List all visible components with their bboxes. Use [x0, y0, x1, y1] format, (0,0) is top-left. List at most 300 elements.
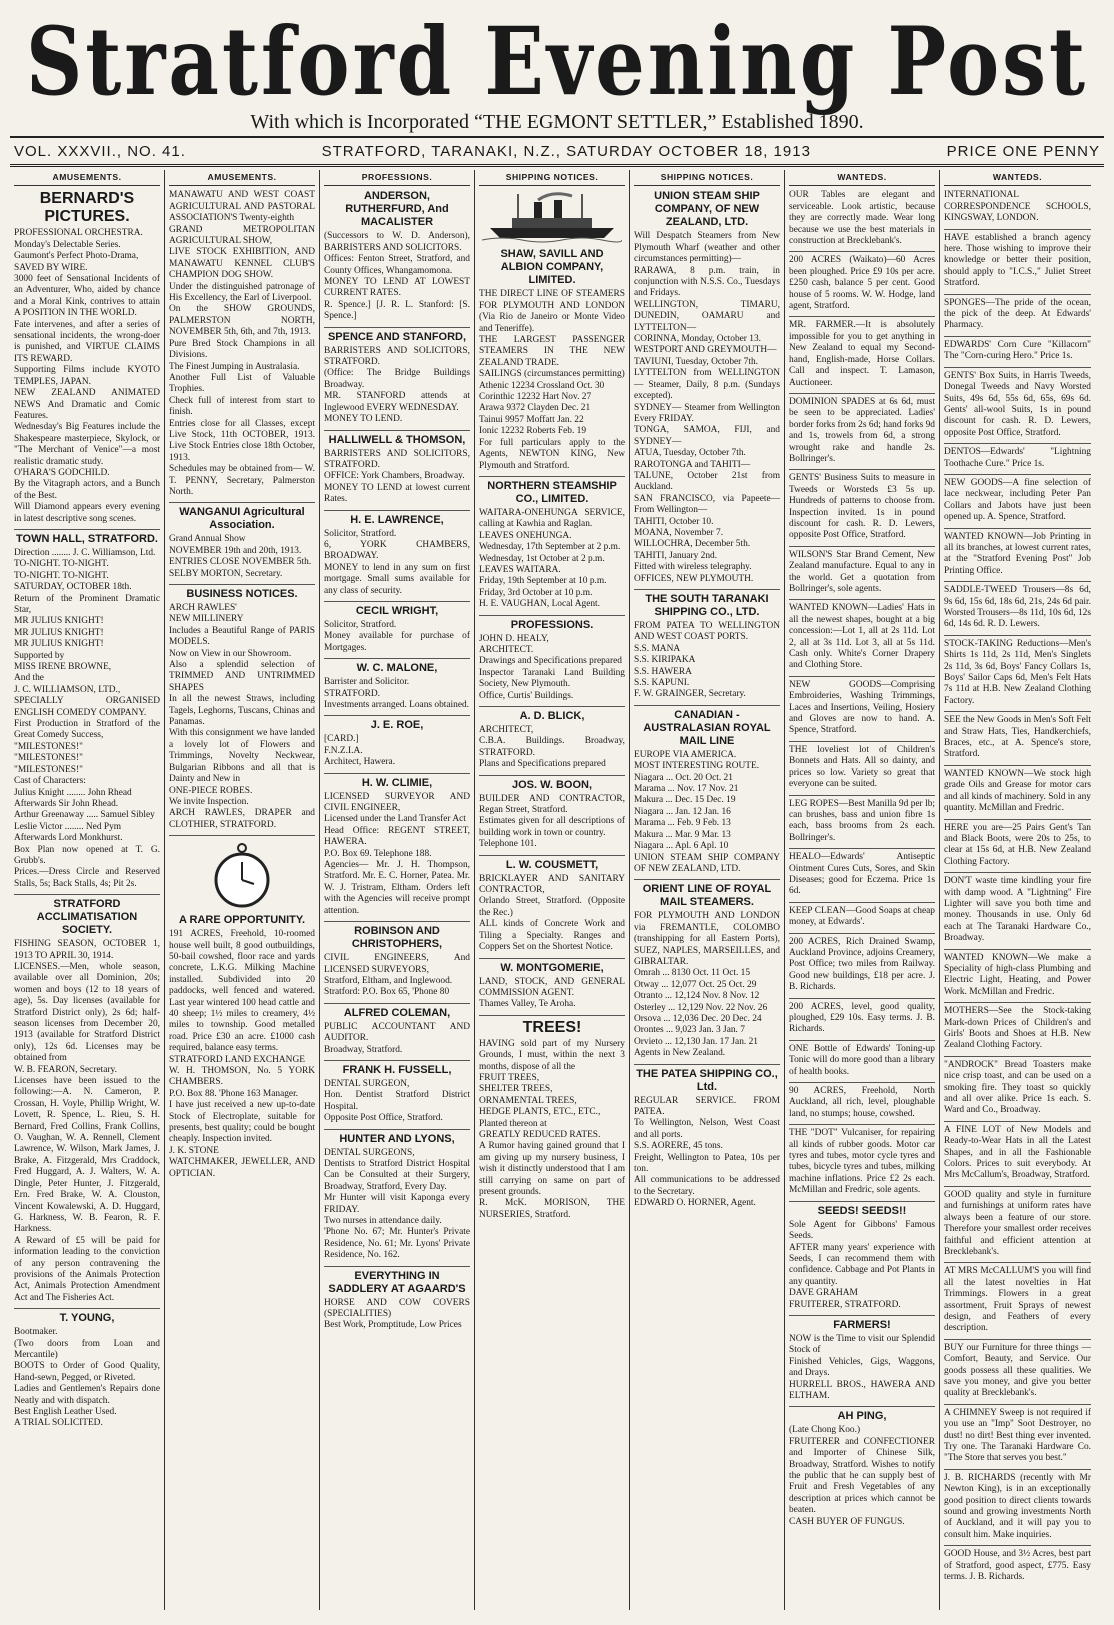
column-header: PROFESSIONS. — [324, 170, 470, 186]
advertisement-text: GOOD quality and style in furniture and furnishings at uniform rates have always been a feature of our store. Therefore your smallest order receives faithful and efficient attention at Brecklebank's. — [944, 1189, 1091, 1257]
advertisement-text: BOOTS to Order of Good Quality, Hand-sewn, Pegged, or Riveted. — [14, 1361, 160, 1383]
advertisement — [944, 1408, 1091, 1470]
advertisement-text: 200 ACRES, level, good quality, ploughed, £29 10s. Easy terms. J. B. Richards. — [789, 1001, 935, 1035]
advertisement-text: And the — [14, 673, 44, 684]
advertisement — [944, 1190, 1091, 1263]
advertisement-text: Inspector Taranaki Land Building Society, New Plymouth. — [479, 667, 625, 690]
advertisement — [479, 962, 625, 1016]
advertisement-text: JOHN D. HEALY, — [479, 633, 549, 644]
advertisement — [944, 1125, 1091, 1187]
advertisement-text: EUROPE VIA AMERICA. — [634, 749, 737, 760]
column-3 — [320, 170, 475, 1610]
advertisement-heading: AH PING, — [837, 1410, 887, 1423]
advertisement — [324, 1133, 470, 1267]
advertisement-text: Agents in New Zealand. — [634, 1048, 726, 1059]
advertisement-text: Sole Agent for Gibbons' Famous Seeds. — [789, 1219, 935, 1242]
advertisement — [944, 447, 1091, 475]
advertisement-text: HURRELL BROS., HAWERA AND ELTHAM. — [789, 1379, 935, 1401]
advertisement-text: In all the newest Straws, including Tagels, Leghorns, Tuscans, Chinas and Panamas. — [169, 694, 315, 728]
advertisement-text: SAN FRANCISCO, via Papeete— From Wellington— — [634, 493, 780, 516]
advertisement-text: Marama ... Feb. 9 Feb. 13 — [634, 818, 731, 829]
advertisement-heading: ROBINSON AND CHRISTOPHERS, — [351, 925, 443, 951]
advertisement-text: Bootmaker. — [14, 1327, 58, 1338]
advertisement — [324, 719, 470, 773]
advertisement-text: P.O. Box 88. 'Phone 163 Manager. — [169, 1088, 299, 1099]
advertisement-text: Supporting Films include KYOTO TEMPLES, JAPAN. — [14, 365, 160, 387]
newspaper-title: Stratford Evening Post — [25, 7, 1089, 117]
column-1 — [10, 170, 165, 1610]
advertisement-text: Leslie Victor ........ Ned Pym — [14, 821, 122, 832]
advertisement — [789, 1319, 935, 1407]
advertisement — [944, 585, 1091, 636]
advertisement-text: 200 ACRES (Waikato)—60 Acres been ploughed. Price £9 10s per acre. £250 cash, balance 5 per cent. Good house of 5 rooms. W. W. Hodge, land agent, Stratford. — [789, 255, 935, 312]
advertisement-text: RARAWA, 8 p.m. train, in conjunction with N.S.S. Co., Tuesdays and Fridays. — [634, 265, 780, 299]
advertisement-text: Orlando Street, Stratford. (Opposite the Rec.) — [479, 896, 625, 918]
advertisement-text: Dentists to Stratford District Hospital Can be Consulted at their Surgery, Broadway, Stratford, Every Day. — [324, 1158, 470, 1192]
advertisement-text: MONEY to lend in any sum on first mortgage. Small sums available for any class of security. — [324, 562, 470, 596]
advertisement-text: ARCH RAWLES, DRAPER and CLOTHIER, STRATFORD. — [169, 808, 315, 830]
advertisement-text: STOCK-TAKING Reductions—Men's Shirts 1s 11d, 2s 11d, Men's Singlets 2s 11d, 3s 6d, Boys' Fancy Collars 1s, Boys' Sailor Caps 6d, Men's Felt Hats 7s 11d at H.B. New Zealand Clothing Factory. — [944, 638, 1091, 706]
advertisement-text: HEDGE PLANTS, ETC., ETC., — [479, 1107, 601, 1118]
advertisement-text: A FINE LOT of New Models and Ready-to-Wear Hats in all the Latest Shapes, and in all the Fashionable Colors. Prices to suit everybody. At Mrs McCallum's, Broadway, Stratford. — [944, 1124, 1091, 1181]
advertisement-text: MOTHERS—See the Stock-taking Mark-down Prices of Children's and Girls' Boots and Shoes at H.B. New Zealand Clothing Factory. — [944, 1006, 1091, 1051]
advertisement — [789, 1002, 935, 1041]
advertisement-text: Stratford, Eltham, and Inglewood. — [324, 975, 453, 986]
column-5 — [630, 170, 785, 1610]
advertisement — [479, 248, 625, 477]
advertisement — [169, 914, 315, 1184]
advertisement-text: Money available for purchase of Mortgages. — [324, 631, 470, 653]
advertisement — [789, 1086, 935, 1125]
advertisement-text: DON'T waste time kindling your fire with damp wood. A "Lightning" Fire Lighter will save you both time and money. Thousands in use. Only 6d each at The Taranaki Hardware Co., Broadway. — [944, 876, 1091, 944]
advertisement-text: Plans and Specifications prepared — [479, 759, 606, 770]
advertisement — [169, 190, 315, 503]
advertisement-text: A CHIMNEY Sweep is not required if you use an "Imp" Soot Destroyer, no dust! no dirt! Best thing ever invented. Try one. The Taranaki Hardware Co. "The Store that serves you best." — [944, 1407, 1091, 1464]
advertisement-text: MR JULIUS KNIGHT! — [14, 616, 104, 627]
advertisement-text: F. W. GRAINGER, Secretary. — [634, 689, 746, 700]
advertisement-text: DENTAL SURGEONS, — [324, 1147, 415, 1158]
advertisement — [789, 550, 935, 601]
advertisement — [944, 532, 1091, 583]
advertisement-text: WANTED KNOWN—We stock high grade Oils and Grease for motor cars and all kinds of machinery. Sold in any quantity. McMillan and Fredric. — [944, 768, 1091, 814]
dateline — [10, 136, 1104, 167]
advertisement-text: (Two doors from Loan and Mercantile) — [14, 1338, 160, 1360]
advertisement-text: Niagara ... Oct. 20 Oct. 21 — [634, 772, 733, 783]
advertisement-text: NOVEMBER 19th and 20th, 1913. — [169, 545, 302, 556]
advertisement-text: Offices: Fenton Street, Stratford, and County Offices, Whangamomona. — [324, 254, 470, 276]
advertisement-text: BUY our Furniture for three things —Comfort, Beauty, and Service. Our goods possess all these qualities. We save you money, and give you better quality at Brecklebank's. — [944, 1342, 1091, 1399]
advertisement — [789, 1410, 935, 1532]
advertisement-text: Tainui 9957 Moffatt Jan. 22 — [479, 414, 584, 425]
advertisement-text: Orontes ... 9,023 Jan. 3 Jan. 7 — [634, 1025, 745, 1036]
advertisement-text: ORNAMENTAL TREES, — [479, 1095, 577, 1106]
advertisement-text: J. C. WILLIAMSON, LTD., — [14, 684, 121, 695]
advertisement-text: THE loveliest lot of Children's Bonnets and Hats. All so dainty, and prices so low. Variety so great that everyone can be suited. — [789, 744, 935, 790]
advertisement — [944, 478, 1091, 529]
advertisement-text: Arthur Greenaway ..... Samuel Sibley — [14, 810, 155, 821]
advertisement-text: SAILINGS (circumstances permitting) — [479, 369, 625, 380]
advertisement — [14, 898, 160, 1309]
advertisement-text: A Reward of £5 will be paid for information leading to the conviction of any person contravening the provisions of the Animals Protection Act, Animals Protection Amendment Act and The Fisheries Act. — [14, 1235, 160, 1303]
advertisement-text: Cast of Characters: — [14, 776, 86, 787]
advertisement-text: LYTTELTON from WELLINGTON— Steamer, Daily, 8 p.m. (Sundays excepted). — [634, 368, 780, 402]
advertisement-text: Wednesday, 17th September at 2 p.m. — [479, 542, 621, 553]
advertisement-text: MOST INTERESTING ROUTE. — [634, 761, 760, 772]
advertisement-heading: T. YOUNG, — [59, 1312, 115, 1325]
advertisement-text: Wednesday's Big Features include the Shakespeare masterpiece, Skylock, or "The Merchant of Venice"—a most realistic dramatic study. — [14, 422, 160, 467]
advertisement-text: The Finest Jumping in Australasia. — [169, 361, 300, 372]
advertisement — [789, 906, 935, 934]
advertisement-text: Niagara ... Apl. 6 Apl. 10 — [634, 841, 729, 852]
advertisement-text: Friday, 19th September at 10 p.m. — [479, 576, 607, 587]
advertisement — [169, 506, 315, 585]
advertisement-text: NEW GOODS—Comprising Embroideries, Washing Trimmings, Laces and Insertions, Veiling, Hosiery and Gloves are now to hand. A. Spence, Stratford. — [789, 679, 935, 736]
advertisement-text: Friday, 3rd October at 10 p.m. — [479, 587, 593, 598]
advertisement-text: MR. STANFORD attends at Inglewood EVERY WEDNESDAY. — [324, 391, 470, 413]
advertisement-text: NEW GOODS—A fine selection of lace neckwear, including Peter Pan Collars and Jabots have just been opened up. A. Spence, Stratford. — [944, 477, 1091, 523]
advertisement-text: KEEP CLEAN—Good Soaps at cheap money, at Edwards'. — [789, 905, 935, 928]
advertisement — [944, 1473, 1091, 1546]
advertisement-text: Orsova ... 12,036 Dec. 20 Dec. 24 — [634, 1013, 762, 1024]
advertisement-text: HAVE established a branch agency here. Those wishing to improve their knowledge or better their position, should apply to "I.C.S.," Juliet Street Stratford. — [944, 232, 1091, 289]
advertisement — [789, 745, 935, 796]
advertisement-text: THE "DOT" Vulcaniser, for repairing all kinds of rubber goods. Motor car tyres and tubes, motor cycle tyres and tubes, bicycle tyres and tubes, milking machine inflations. Price £2 2s each. McMillan and Fredric, sole agents. — [789, 1128, 935, 1196]
advertisement-text: LIVE STOCK EXHIBITION, AND MANAWATU KENNEL CLUB'S CHAMPION DOG SHOW. — [169, 247, 315, 281]
advertisement-text: Omrah ... 8130 Oct. 11 Oct. 15 — [634, 968, 751, 979]
advertisement-text: F.N.Z.I.A. — [324, 745, 363, 756]
advertisement-text: "MILESTONES!" — [14, 753, 83, 764]
advertisement — [14, 1312, 160, 1434]
advertisement-text: First Production in Stratford of the Great Comedy Success, — [14, 719, 160, 741]
advertisement-text: J. K. STONE — [169, 1145, 219, 1156]
advertisement-heading: A RARE OPPORTUNITY. — [178, 914, 306, 927]
advertisement-text: MONEY TO LEND at lowest current Rates. — [324, 482, 470, 505]
advertisement-heading: BERNARD'S PICTURES. — [39, 190, 135, 226]
advertisement-text: Pure Bred Stock Champions in all Divisions. — [169, 338, 315, 361]
advertisement — [324, 925, 470, 1004]
advertisement — [479, 619, 625, 707]
advertisement-heading: TREES! — [522, 1018, 582, 1036]
advertisement-text: OFFICES, NEW PLYMOUTH. — [634, 573, 754, 584]
advertisement — [789, 320, 935, 393]
advertisement — [789, 852, 935, 903]
advertisement-text: CIVIL ENGINEERS, And LICENSED SURVEYORS, — [324, 953, 470, 975]
advertisement-text: ATUA, Tuesday, October 7th. — [634, 448, 746, 459]
column-header: WANTEDS. — [789, 170, 935, 186]
advertisement — [944, 233, 1091, 295]
advertisement — [789, 255, 935, 317]
advertisement — [634, 593, 780, 706]
advertisement — [944, 1549, 1091, 1587]
advertisement-text: R. McK. MORISON, THE NURSERIES, Stratford. — [479, 1198, 625, 1220]
advertisement-text: "ANDROCK" Bread Toasters make nice crisp toast, and can be used on a smoking fire. They toast so quickly and all over alike. Price 1s each. S. Ward and Co., Broadway. — [944, 1059, 1091, 1116]
advertisement — [479, 710, 625, 776]
advertisement-text: DENTOS—Edwards' "Lightning Toothache Cure." Price 1s. — [944, 447, 1091, 469]
advertisement-text: S.S. AORERE, 45 tons. — [634, 1141, 723, 1152]
advertisement-text: For full particulars apply to the Agents, NEWTON KING, New Plymouth and Stratford. — [479, 437, 625, 471]
advertisement-text: With this consignment we have landed a lovely lot of Flowers and Trimmings, Novelty Neckwear, Bulgarian Ribbons and all that is Dainty and New in — [169, 728, 315, 785]
advertisement-text: FRUITERER and CONFECTIONER and Importer of Chinese Silk, Broadway, Stratford. Wishes to notify the public that he can supply best of Fruit and Fresh Vegetables of any description at prices which cannot be beaten. — [789, 1436, 935, 1516]
advertisement-text: Thames Valley, Te Aroha. — [479, 999, 576, 1010]
advertisement — [789, 603, 935, 676]
advertisement-text: DAVE GRAHAM — [789, 1288, 858, 1299]
advertisement-text: MONEY TO LEND. — [324, 414, 403, 425]
column-7 — [940, 170, 1095, 1610]
advertisement-text: HORSE AND COW COVERS (SPECIALITIES) — [324, 1297, 470, 1320]
advertisement-text: LEG ROPES—Best Manilla 9d per lb; can brushes, bass and union fibre 1s each, bass brooms from 2s each. Bollringer's. — [789, 798, 935, 843]
advertisement-text: Stratford: P.O. Box 65, 'Phone 80 — [324, 987, 450, 998]
column-4 — [475, 170, 630, 1610]
advertisement — [944, 639, 1091, 712]
advertisement-text: BARRISTERS AND SOLICITORS, STRATFORD. — [324, 345, 470, 368]
advertisement-text: Gaumont's Perfect Photo-Drama, — [14, 251, 139, 262]
advertisement-text: W. B. FEARON, Secretary. — [14, 1064, 117, 1075]
advertisement-text: WANTED KNOWN—Ladies' Hats in all the newest shapes, bought at a big concession:—Lot 1, all at 2s 11d. Lot 2, all at 3s 11d. Lot 3, all at 5s 11d. Cash only. White's Corner Drapery and Clothing Store. — [789, 603, 935, 671]
advertisement-text: Another Full List of Valuable Trophies. — [169, 372, 315, 395]
volume-number: VOL. XXXVII., NO. 41. — [14, 142, 186, 160]
advertisement — [789, 1205, 935, 1316]
advertisement-text: MR JULIUS KNIGHT! — [14, 627, 104, 638]
advertisement-text: MANAWATU AND WEST COAST AGRICULTURAL AND PASTORAL ASSOCIATION'S Twenty-eighth — [169, 190, 315, 224]
advertisement-text: WELLINGTON, TIMARU, DUNEDIN, OAMARU and LYTTELTON— — [634, 299, 780, 333]
advertisement-text: RAROTONGA and TAHITI— — [634, 459, 751, 470]
advertisement — [944, 190, 1091, 229]
column-header: WANTEDS. — [944, 170, 1091, 186]
advertisement-text: Wednesday, 1st October at 2 p.m. — [479, 553, 605, 564]
advertisement-text: Licenses have been issued to the following:—A. N. Cameron, P. Crossan, H. Voyle, Phillip Wright, W. Lovett, R. Spence, L. Rieu, S. H. Bernard, Fred Collins, Frank Collins, O. Vaughan, W. A. Rennell, Clement Lawrence, W. Wilson, Mark James, J. Brake, A. Fitzgerald, Mrs Craddock, Fred Huggard, A. J. Walters, W. A. Dingle, Peter Hunter, J. Fitzgerald, Ern. Fred Brake, W. A. Clouston, Vincent Kowalewski, A. D. Huggard, G. Harkness, W. B. Fearon, R. F. Harkness. — [14, 1076, 160, 1235]
advertisement — [324, 1270, 470, 1336]
advertisement — [324, 1007, 470, 1061]
advertisement-text: REGULAR SERVICE. FROM PATEA. — [634, 1095, 780, 1117]
advertisement — [324, 190, 470, 327]
advertisement-text: MR JULIUS KNIGHT! — [14, 639, 104, 650]
advertisement-text: Agencies— Mr. J. H. Thompson, Stratford. Mr. E. C. Horner, Patea. Mr. W. J. Tristram, Eltham. Orders left with the Agencies will receive prompt attention. — [324, 860, 470, 916]
advertisement-text: SAVED BY WIRE. — [14, 262, 88, 273]
advertisement-text: Check full of interest from start to finish. — [169, 395, 315, 418]
advertisement-text: Ladies and Gentlemen's Repairs done Neatly and with dispatch. — [14, 1384, 160, 1406]
advertisement — [324, 1064, 470, 1130]
advertisement-text: Broadway, Stratford. — [324, 1044, 403, 1055]
advertisement-text: Licensed under the Land Transfer Act — [324, 814, 466, 825]
advertisement-text: GENTS' Business Suits to measure in Tweeds or Worsteds £3 5s up. Hundreds of patterns to choose from. Inspection invited. 1s in pound discount for cash. R. D. Lewers, opposite Post Office, Stratford. — [789, 473, 935, 541]
advertisement-heading: L. W. COUSMETT, — [505, 858, 599, 871]
advertisement-heading: BUSINESS NOTICES. — [186, 588, 298, 600]
advertisement-text: Estimates given for all descriptions of building work in town or country. — [479, 816, 625, 838]
advertisement — [324, 434, 470, 511]
advertisement-text: Marama ... Nov. 17 Nov. 21 — [634, 784, 739, 795]
advertisement-text: DENTAL SURGEON, — [324, 1078, 410, 1089]
advertisement-text: R. Spence.] [J. R. L. Stanford: [S. Spence.] — [324, 299, 470, 322]
advertisement-heading: JOS. W. BOON, — [511, 778, 593, 791]
advertisement-text: LEAVES ONEHUNGA. — [479, 530, 572, 541]
advertisement — [789, 473, 935, 546]
advertisement-text: MISS IRENE BROWNE, — [14, 662, 112, 673]
advertisement-text: HEALO—Edwards' Antiseptic Ointment Cures Cuts, Sores, and Skin Diseases; good for Eczema. Price 1s 6d. — [789, 852, 935, 897]
column-header: AMUSEMENTS. — [169, 170, 315, 186]
advertisement-text: TO-NIGHT. TO-NIGHT. — [14, 559, 109, 570]
advertisement-text: Office, Curtis' Buildings. — [479, 690, 574, 701]
advertisement — [479, 859, 625, 959]
advertisement-text: SHELTER TREES, — [479, 1084, 553, 1095]
advertisement-text: Architect, Hawera. — [324, 757, 396, 768]
advertisement — [324, 514, 470, 602]
advertisement-text: Direction ........ J. C. Williamson, Ltd. — [14, 547, 156, 558]
advertisement-text: H. E. VAUGHAN, Local Agent. — [479, 599, 600, 610]
advertisement — [324, 662, 470, 716]
advertisement-text: DOMINION SPADES at 6s 6d, must be seen to be appreciated. Ladies' border forks from 2s 6d; hand forks 9d and 1s, trowels from 6d, a strong wrought rake and handle 2s. Bollringer's. — [789, 396, 935, 464]
advertisement-heading: HALLIWELL & THOMSON, — [328, 433, 466, 446]
advertisement-text: Solicitor, Stratford. — [324, 528, 397, 539]
advertisement-heading: FRANK H. FUSSELL, — [342, 1063, 452, 1076]
advertisement-text: Solicitor, Stratford. — [324, 619, 397, 630]
advertisement — [634, 883, 780, 1064]
advertisement-heading: ALFRED COLEMAN, — [343, 1006, 451, 1019]
advertisement-text: SEE the New Goods in Men's Soft Felt and Straw Hats, Ties, Handkerchiefs, Braces, etc., at A. Spence's store, Stratford. — [944, 715, 1091, 760]
newspaper-subtitle: With which is Incorporated “THE EGMONT SETTLER,” Established 1890. — [250, 111, 864, 133]
advertisement — [944, 371, 1091, 444]
advertisement-text: PROFESSIONAL ORCHESTRA. — [14, 228, 143, 239]
advertisement-text: 90 ACRES, Freehold, North Auckland, all rich, level, ploughable land, no stumps; house, cowshed. — [789, 1086, 935, 1119]
advertisement-text: HAVING sold part of my Nursery Grounds, I must, within the next 3 months, dispose of all the — [479, 1038, 625, 1072]
advertisement-heading: UNION STEAM SHIP COMPANY, OF NEW ZEALAND, LTD. — [654, 190, 760, 229]
advertisement-text: [CARD.] — [324, 734, 359, 745]
advertisement — [944, 340, 1091, 368]
advertisement-text: Niagara ... Jan. 12 Jan. 16 — [634, 806, 731, 817]
advertisement-text: GOOD House, and 3½ Acres, best part of Stratford, good aspect, £775. Easy terms. J. B. Richards. — [944, 1549, 1091, 1583]
place-date: STRATFORD, TARANAKI, N.Z., SATURDAY OCTOBER 18, 1913 — [321, 142, 811, 160]
advertisement-text: ARCHITECT. — [479, 644, 534, 655]
advertisement-text: SYDNEY— Steamer from Wellington Every FRIDAY. — [634, 402, 780, 424]
pocket-watch-icon — [212, 840, 272, 910]
advertisement-text: Otway ... 12,077 Oct. 25 Oct. 29 — [634, 979, 757, 990]
advertisement-text: HERE you are—25 Pairs Gent's Tan and Black Boots, were 20s to 25s, to clear at 15s 6d, at H.B. New Zealand Clothing Factory. — [944, 822, 1091, 867]
advertisement-text: Monday's Delectable Series. — [14, 239, 121, 250]
advertisement-text: Best English Leather Used. — [14, 1407, 117, 1417]
advertisement — [789, 680, 935, 742]
advertisement-text: Planted thereon at — [479, 1118, 547, 1129]
advertisement-text: LICENSES.—Men, whole season, available over all Dominion, 20s; women and boys (12 to 18 years of age), 5s. Day licenses (available for Stratford District only), 2s 6d; half-season licenses from December 20, 1913 (available for Stratford District only), 12s 6d. Licenses may be obtained from — [14, 961, 160, 1064]
advertisement-heading: W. C. MALONE, — [356, 662, 438, 675]
advertisement — [944, 715, 1091, 766]
advertisement-text: 6, YORK CHAMBERS, BROADWAY. — [324, 539, 470, 562]
advertisement-heading: SHAW, SAVILL AND ALBION COMPANY, LIMITED. — [500, 248, 604, 287]
advertisement-text: UNION STEAM SHIP COMPANY OF NEW ZEALAND, LTD. — [634, 852, 780, 874]
advertisement-text: LEAVES WAITARA. — [479, 564, 561, 575]
advertisement-text: GREATLY REDUCED RATES. — [479, 1129, 601, 1140]
advertisement-text: TAVIUNI, Tuesday, October 7th. — [634, 356, 758, 367]
advertisement-heading: NORTHERN STEAMSHIP CO., LIMITED. — [487, 479, 617, 505]
advertisement-text: Athenic 12234 Crossland Oct. 30 — [479, 380, 605, 391]
advertisement-heading: HUNTER AND LYONS, — [339, 1132, 455, 1145]
advertisement-heading: J. E. ROE, — [370, 719, 424, 732]
column-header: AMUSEMENTS. — [14, 170, 160, 186]
advertisement-text: WAITARA-ONEHUNGA SERVICE, calling at Kawhia and Raglan. — [479, 507, 625, 530]
advertisement-text: (Office: The Bridge Buildings Broadway. — [324, 368, 470, 390]
advertisement-text: WANTED KNOWN—Job Printing in all its branches, at lowest current rates, at the "Stratford Evening Post" Job Printing Office. — [944, 531, 1091, 576]
advertisement-text: OFFICE: York Chambers, Broadway. — [324, 471, 465, 482]
advertisement-text: "MILESTONES!" — [14, 741, 83, 752]
advertisement-heading: CANADIAN - AUSTRALASIAN ROYAL MAIL LINE — [643, 708, 771, 747]
advertisement-text: S.S. KIRIPAKA — [634, 655, 696, 666]
advertisement — [789, 190, 935, 252]
advertisement-text: Ionic 12232 Roberts Feb. 19 — [479, 426, 587, 437]
price: PRICE ONE PENNY — [946, 142, 1100, 160]
advertisement — [324, 777, 470, 922]
advertisement-text: WILSON'S Star Brand Cement, New Zealand manufacture. Equal to any in the world. Get a quotation from Bollringer's, sole agents. — [789, 549, 935, 594]
advertisement-text: All communications to be addressed to the Secretary. — [634, 1175, 780, 1197]
advertisement-heading: EVERYTHING IN SADDLERY AT AGAARD'S — [328, 1269, 466, 1295]
advertisement-text: Also a splendid selection of TRIMMED AND UNTRIMMED SHAPES — [169, 660, 315, 693]
advertisement — [789, 397, 935, 470]
advertisement-text: Two nurses in attendance daily. — [324, 1216, 442, 1226]
advertisement-text: Will Diamond appears every evening in latest descriptive song scenes. — [14, 502, 160, 524]
advertisement — [944, 823, 1091, 874]
advertisement — [479, 1019, 625, 1226]
column-area — [10, 170, 1104, 1610]
advertisement-text: INTERNATIONAL CORRESPONDENCE SCHOOLS, KINGSWAY, LONDON. — [944, 190, 1091, 224]
advertisement-text: ARCH RAWLES' — [169, 603, 237, 613]
advertisement-text: Finished Vehicles, Gigs, Waggons, and Drays. — [789, 1356, 935, 1379]
advertisement-heading: H. E. LAWRENCE, — [350, 513, 444, 526]
advertisement-text: Corinthic 12232 Hart Nov. 27 — [479, 392, 592, 403]
advertisement-text: NEW MILLINERY — [169, 614, 244, 625]
advertisement — [634, 1068, 780, 1214]
advertisement-text: SPONGES—The pride of the ocean, the pick of the deep. At Edwards' Pharmacy. — [944, 297, 1091, 331]
advertisement-text: Box Plan now opened at T. G. Grubb's. — [14, 844, 160, 866]
advertisement-heading: A. D. BLICK, — [519, 710, 585, 722]
advertisement-text: ENTRIES CLOSE NOVEMBER 5th. — [169, 557, 312, 568]
advertisement-text: Julius Knight ........ John Rhead — [14, 787, 132, 798]
advertisement-text: SPECIALLY ORGANISED ENGLISH COMEDY COMPANY. — [14, 696, 160, 718]
advertisement-text: Makura ... Mar. 9 Mar. 13 — [634, 829, 731, 840]
advertisement-text: LAND, STOCK, AND GENERAL COMMISSION AGENT. — [479, 976, 625, 998]
advertisement-heading: TOWN HALL, STRATFORD. — [16, 532, 158, 545]
advertisement-text: Osterley ... 12,129 Nov. 22 Nov. 26 — [634, 1002, 768, 1013]
advertisement-text: ALL kinds of Concrete Work and Tiling a Specialty. Ranges and Coppers Set on the Shortest Notice. — [479, 919, 625, 953]
advertisement-text: TALUNE, October 21st from Auckland. — [634, 470, 780, 493]
advertisement-text: Freight, Wellington to Patea, 10s per ton. — [634, 1152, 780, 1175]
advertisement-text: FRUIT TREES, — [479, 1072, 540, 1083]
advertisement-heading: THE SOUTH TARANAKI SHIPPING CO., LTD. — [645, 593, 769, 618]
advertisement-text: FRUITERER, STRATFORD. — [789, 1299, 901, 1310]
advertisement-text: Hon. Dentist Stratford District Hospital. — [324, 1090, 470, 1112]
advertisement-text: MONEY TO LEND AT LOWEST CURRENT RATES. — [324, 277, 470, 299]
column-6 — [785, 170, 940, 1610]
advertisement-text: OUR Tables are elegant and serviceable. Look artistic, because they are correctly made. Wear long because we use the best materials in construction at Brecklebank's. — [789, 190, 935, 247]
advertisement-text: S.S. KAPUNI. — [634, 678, 690, 689]
advertisement-heading: SEEDS! SEEDS!! — [817, 1204, 907, 1217]
advertisement-text: Supported by — [14, 650, 65, 661]
advertisement-text: Otranto ... 12,124 Nov. 8 Nov. 12 — [634, 991, 760, 1002]
advertisement-text: Barrister and Solicitor. — [324, 677, 410, 688]
advertisement-text: AFTER many years' experience with Seeds, I can recommend them with confidence. Cabbage and Pot Plants in any quantity. — [789, 1242, 935, 1287]
advertisement-text: CASH BUYER OF FUNGUS. — [789, 1516, 905, 1527]
advertisement-text: WILLOCHRA, December 5th. — [634, 539, 751, 550]
advertisement-text: Schedules may be obtained from— W. T. PENNY, Secretary, Palmerston North. — [169, 464, 315, 497]
advertisement-heading: PROFESSIONS. — [510, 618, 594, 631]
column-header: SHIPPING NOTICES. — [634, 170, 780, 186]
advertisement-text: Telephone 101. — [479, 839, 537, 850]
advertisement-text: 'Phone No. 67; Mr. Hunter's Private Residence, No. 61; Mr. Lyons' Private Residence, No. 162. — [324, 1227, 470, 1261]
advertisement-text: Now on View in our Showroom. — [169, 648, 292, 659]
advertisement-text: Entries close for all Classes, except Live Stock, 11th OCTOBER, 1913. Live Stock Entries close 18th October, 1913. — [169, 418, 315, 463]
advertisement-text: Grand Annual Show — [169, 534, 246, 545]
advertisement-text: SADDLE-TWEED Trousers—8s 6d, 9s 6d, 15s 6d, 18s 6d, 21s, 24s 6d pair. Worsted Trousers—8s 11d, 10s 6d, 12s 6d, 14s 6d. R. D. Lewers. — [944, 585, 1091, 630]
advertisement-text: THE DIRECT LINE OF STEAMERS FOR PLYMOUTH AND LONDON (Via Rio de Janeiro or Monte Video and Teneriffe). — [479, 289, 625, 334]
advertisement-text: J. B. RICHARDS (recently with Mr Newton King), is in an exceptionally good position to direct clients towards sound and growing investments North of Auckland, and it will pay you to consult him. Make inquiries. — [944, 1472, 1091, 1540]
advertisement-text: WATCHMAKER, JEWELLER, AND OPTICIAN. — [169, 1157, 315, 1179]
advertisement-text: BUILDER AND CONTRACTOR, Regan Street, Stratford. — [479, 793, 625, 816]
